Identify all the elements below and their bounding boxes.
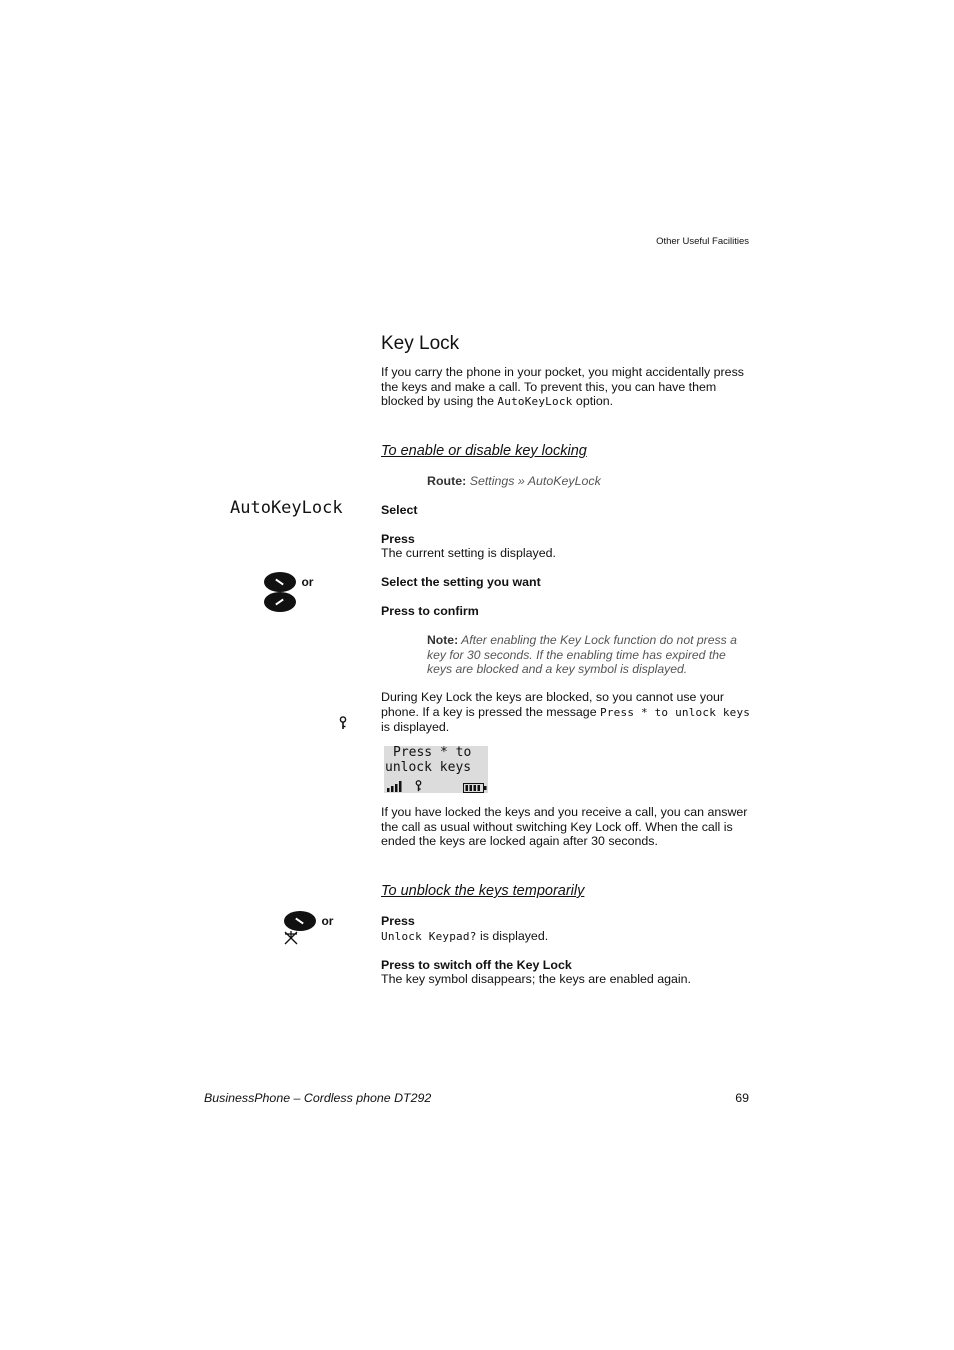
section-heading-enable: To enable or disable key locking	[381, 443, 587, 459]
unblock-press-text: Unlock Keypad? is displayed.	[381, 929, 549, 943]
page-title: Key Lock	[381, 333, 460, 354]
route-line: Route: Settings » AutoKeyLock	[427, 474, 601, 488]
key-icon	[338, 716, 348, 735]
or-label: or	[321, 914, 334, 928]
switch-off-text: The key symbol disappears; the keys are enabled again.	[381, 972, 691, 986]
step-select-setting: Select the setting you want	[381, 575, 541, 589]
signal-icon	[387, 779, 403, 797]
battery-icon	[463, 780, 487, 798]
left-softkey-icon[interactable]	[264, 572, 296, 592]
switch-off-title: Press to switch off the Key Lock	[381, 958, 572, 972]
section-heading-unblock: To unblock the keys temporarily	[381, 883, 585, 899]
step-confirm: Press to confirm	[381, 604, 479, 618]
unlock-code: Unlock Keypad?	[381, 930, 477, 943]
lcd-display	[384, 746, 488, 793]
lcd-line-2: unlock keys	[385, 760, 472, 775]
softkey-pair	[264, 572, 350, 594]
left-softkey-icon[interactable]	[284, 911, 316, 931]
star-key-icon[interactable]	[284, 931, 298, 950]
footer-product: BusinessPhone – Cordless phone DT292	[204, 1091, 432, 1105]
intro-code: AutoKeyLock	[497, 395, 573, 409]
lcd-line-1: Press * to	[393, 745, 472, 760]
step-press-title: Press	[381, 532, 415, 546]
right-softkey-icon[interactable]	[264, 592, 296, 612]
or-label: or	[301, 575, 314, 589]
call-paragraph: If you have locked the keys and you receive a call, you can answer the call as usual without switching Key Lock off. When the call is ended the keys are locked again after 30 seconds.	[381, 805, 748, 849]
note-label: Note:	[427, 633, 459, 647]
step-press-text: The current setting is displayed.	[381, 546, 556, 560]
unblock-key-pair	[284, 911, 352, 933]
step-select: Select	[381, 503, 418, 517]
lcd-key-icon	[414, 779, 423, 797]
blocked-code: Press * to unlock keys	[600, 705, 751, 719]
note-block: Note: After enabling the Key Lock function do not press a key for 30 seconds. If the enabling time has expired the keys are blocked and a key symbol is displayed.	[427, 633, 737, 677]
unblock-press-title: Press	[381, 914, 415, 928]
intro-paragraph: If you carry the phone in your pocket, you might accidentally press the keys and make a call. To prevent this, you can have them blocked by using the AutoKeyLock option.	[381, 365, 744, 409]
running-header: Other Useful Facilities	[656, 236, 749, 247]
display-autokeylock: AutoKeyLock	[230, 498, 343, 518]
blocked-paragraph: During Key Lock the keys are blocked, so you cannot use your phone. If a key is pressed the message Press * to unlock keys is displayed.	[381, 690, 751, 735]
page-number: 69	[735, 1091, 749, 1105]
